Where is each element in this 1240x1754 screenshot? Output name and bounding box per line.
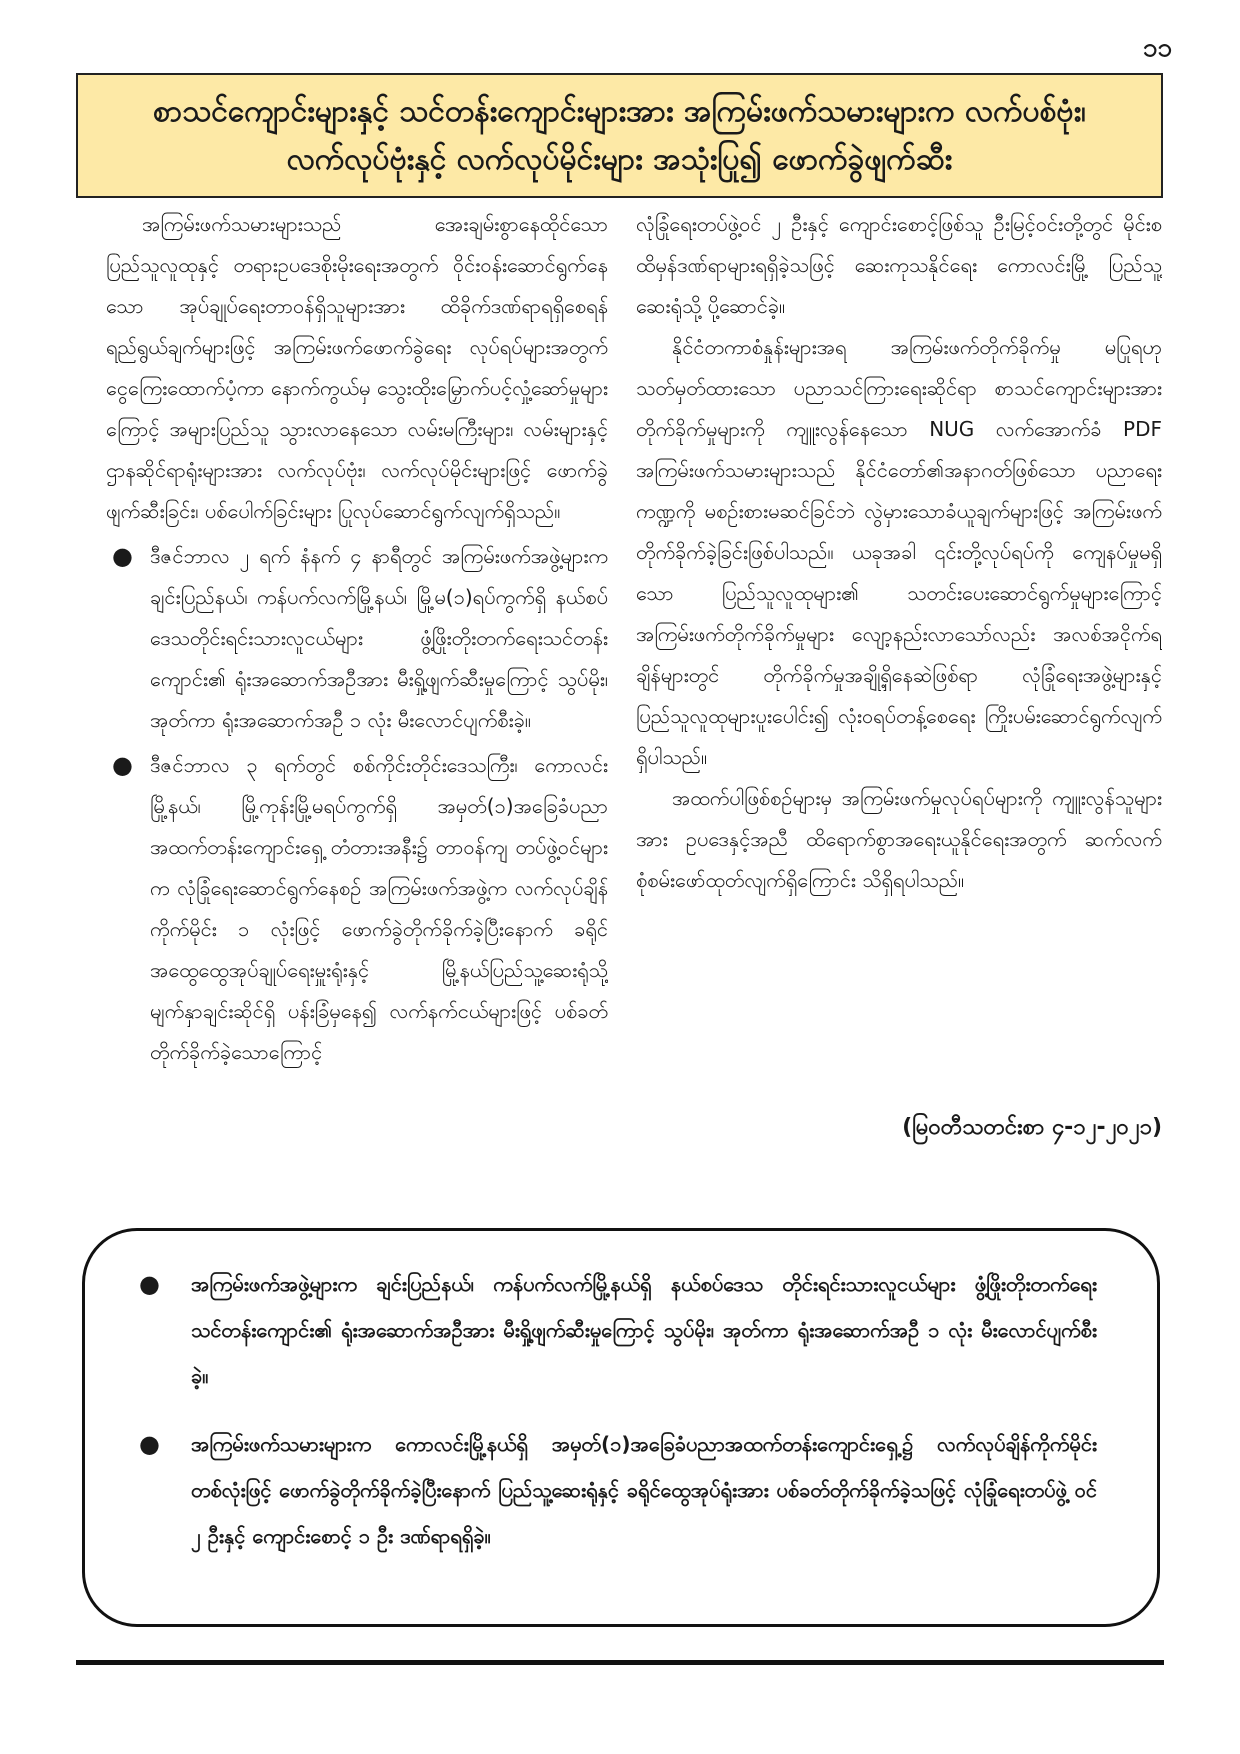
continuation-paragraph: လုံခြုံရေးတပ်ဖွဲ့ဝင် ၂ ဦးနှင့် ကျောင်းစောင့်ဖြစ်သူ ဦးမြင့်ဝင်းတို့တွင် မိုင်းစထိမှန်ဒဏ်ရာများရရှိခဲ့သဖြင့် ဆေးကုသနိုင်ရေး ကောလင်းမြို့ ပြည်သူ့ဆေးရုံသို့ ပို့ဆောင်ခဲ့။ <box>636 212 1162 318</box>
bullet-icon: ● <box>112 751 133 779</box>
bottom-divider <box>76 1660 1164 1665</box>
headline-box <box>76 73 1163 198</box>
list-item <box>106 536 608 741</box>
summary-text: အကြမ်းဖက်အဖွဲ့များက ချင်းပြည်နယ်၊ ကန်ပက်လက်မြို့နယ်ရှိ နယ်စပ်ဒေသ တိုင်းရင်းသားလူငယ်များ ဖွံ့ဖြိုးတိုးတက်ရေးသင်တန်းကျောင်း၏ ရုံးအဆောက်အဦအား မီးရှို့ဖျက်ဆီးမှုကြောင့် သွပ်မိုး၊ အုတ်ကာ ရုံးအဆောက်အဦ ၁ လုံး မီးလောင်ပျက်စီးခဲ့။ <box>191 1272 1097 1388</box>
headline-line-2: လက်လုပ်ဗုံးနှင့် လက်လုပ်မိုင်းများ အသုံးပြု၍ ဖောက်ခွဲဖျက်ဆီး <box>286 141 953 177</box>
body-paragraph: နိုင်ငံတကာစံနှုန်းများအရ အကြမ်းဖက်တိုက်ခိုက်မှု မပြုရဟု သတ်မှတ်ထားသော ပညာသင်ကြားရေးဆိုင်ရာ စာသင်ကျောင်းများအား တိုက်ခိုက်မှုများကို ကျူးလွန်နေသော NUG လက်အောက်ခံ PDF အကြမ်းဖက်သမားများသည် နိုင်ငံတော်၏အနာဂတ်ဖြစ်သော ပညာရေးကဏ္ဍကို မစဉ်းစားမဆင်ခြင်ဘဲ လွဲမှားသောခံယူချက်များဖြင့် အကြမ်းဖက်တိုက်ခိုက်ခဲ့ခြင်းဖြစ်ပါသည်။ ယခုအခါ ၎င်းတို့လုပ်ရပ်ကို ကျေနပ်မှုမရှိသော ပြည်သူလူထုများ၏ သတင်းပေးဆောင်ရွက်မှုများကြောင့် အကြမ်းဖက်တိုက်ခိုက်မှုများ လျော့နည်းလာသော်လည်း အလစ်အငိုက်ရချိန်များတွင် တိုက်ခိုက်မှုအချို့ရှိနေဆဲဖြစ်ရာ လုံခြုံရေးအဖွဲ့များနှင့် ပြည်သူလူထုများပူးပေါင်း၍ လုံးဝရပ်တန့်စေရေး ကြိုးပမ်းဆောင်ရွက်လျက်ရှိပါသည်။ <box>636 335 1162 769</box>
headline-line-1: စာသင်ကျောင်းများနှင့် သင်တန်းကျောင်းများအား အကြမ်းဖက်သမားများက လက်ပစ်ဗုံး၊ <box>153 93 1086 129</box>
incident-text: ဒီဇင်ဘာလ ၂ ရက် နံနက် ၄ နာရီတွင် အကြမ်းဖက်အဖွဲ့များက ချင်းပြည်နယ်၊ ကန်ပက်လက်မြို့နယ်၊ မြို့မ(၁)ရပ်ကွက်ရှိ နယ်စပ်ဒေသတိုင်းရင်းသားလူငယ်များ ဖွံ့ဖြိုးတိုးတက်ရေးသင်တန်းကျောင်း၏ ရုံးအဆောက်အဦအား မီးရှို့ဖျက်ဆီးမှုကြောင့် သွပ်မိုး၊ အုတ်ကာ ရုံးအဆောက်အဦ ၁ လုံး မီးလောင်ပျက်စီးခဲ့။ <box>150 544 608 732</box>
bullet-icon: ● <box>112 542 133 570</box>
summary-box <box>82 1228 1160 1627</box>
closing-paragraph: အထက်ပါဖြစ်စဉ်များမှ အကြမ်းဖက်မှုလုပ်ရပ်များကို ကျူးလွန်သူများအား ဥပဒေနှင့်အညီ ထိရောက်စွာအရေးယူနိုင်ရေးအတွက် ဆက်လက်စုံစမ်းဖော်ထုတ်လျက်ရှိကြောင်း သိရှိရပါသည်။ <box>636 786 1162 892</box>
incident-text: ဒီဇင်ဘာလ ၃ ရက်တွင် စစ်ကိုင်းတိုင်းဒေသကြီး၊ ကောလင်းမြို့နယ်၊ မြို့ကုန်းမြို့မရပ်ကွက်ရှိ အမှတ်(၁)အခြေခံပညာအထက်တန်းကျောင်းရှေ့ တံတားအနီး၌ တာဝန်ကျ တပ်ဖွဲ့ဝင်များက လုံခြုံရေးဆောင်ရွက်နေစဉ် အကြမ်းဖက်အဖွဲ့က လက်လုပ်ချိန်ကိုက်မိုင်း ၁ လုံးဖြင့် ဖောက်ခွဲတိုက်ခိုက်ခဲ့ပြီးနောက် ခရိုင်အထွေထွေအုပ်ချုပ်ရေးမှူးရုံးနှင့် မြို့နယ်ပြည်သူ့ဆေးရုံသို့ မျက်နှာချင်းဆိုင်ရှိ ပန်းခြံမှနေ၍ လက်နက်ငယ်များဖြင့် ပစ်ခတ်တိုက်ခိုက်ခဲ့သောကြောင့် <box>150 753 608 1064</box>
incident-list <box>106 536 608 1073</box>
list-item <box>139 1261 1097 1399</box>
right-column <box>636 204 1162 964</box>
list-item <box>106 745 608 1073</box>
bullet-icon: ● <box>139 1430 160 1458</box>
list-item <box>139 1421 1097 1559</box>
summary-list <box>139 1261 1097 1559</box>
intro-paragraph: အကြမ်းဖက်သမားများသည် အေးချမ်းစွာနေထိုင်သော ပြည်သူလူထုနှင့် တရားဥပဒေစိုးမိုးရေးအတွက် ဝိုင်းဝန်းဆောင်ရွက်နေသော အုပ်ချုပ်ရေးတာဝန်ရှိသူများအား ထိခိုက်ဒဏ်ရာရရှိစေရန် ရည်ရွယ်ချက်များဖြင့် အကြမ်းဖက်ဖောက်ခွဲရေး လုပ်ရပ်များအတွက် ငွေကြေးထောက်ပံ့ကာ နောက်ကွယ်မှ သွေးထိုးမြှောက်ပင့်လှုံ့ဆော်မှုများကြောင့် အများပြည်သူ သွားလာနေသော လမ်းမကြီးများ၊ လမ်းများနှင့် ဌာနဆိုင်ရာရုံးများအား လက်လုပ်ဗုံး၊ လက်လုပ်မိုင်းများဖြင့် ဖောက်ခွဲဖျက်ဆီးခြင်း၊ ပစ်ပေါက်ခြင်းများ ပြုလုပ်ဆောင်ရွက်လျက်ရှိသည်။ <box>106 212 608 523</box>
summary-text: အကြမ်းဖက်သမားများက ကောလင်းမြို့နယ်ရှိ အမှတ်(၁)အခြေခံပညာအထက်တန်းကျောင်းရှေ့၌ လက်လုပ်ချိန်ကိုက်မိုင်းတစ်လုံးဖြင့် ဖောက်ခွဲတိုက်ခိုက်ခဲ့ပြီးနောက် ပြည်သူ့ဆေးရုံနှင့် ခရိုင်ထွေအုပ်ရုံးအား ပစ်ခတ်တိုက်ခိုက်ခဲ့သဖြင့် လုံခြုံရေးတပ်ဖွဲ့ ဝင် ၂ ဦးနှင့် ကျောင်းစောင့် ၁ ဦး ဒဏ်ရာရရှိခဲ့။ <box>191 1432 1097 1548</box>
source-citation: (မြဝတီသတင်းစာ ၄-၁၂-၂၀၂၁) <box>902 1115 1162 1140</box>
bullet-icon: ● <box>139 1270 160 1298</box>
left-column <box>106 204 608 1184</box>
page-number: ၁၁ <box>1142 33 1172 63</box>
